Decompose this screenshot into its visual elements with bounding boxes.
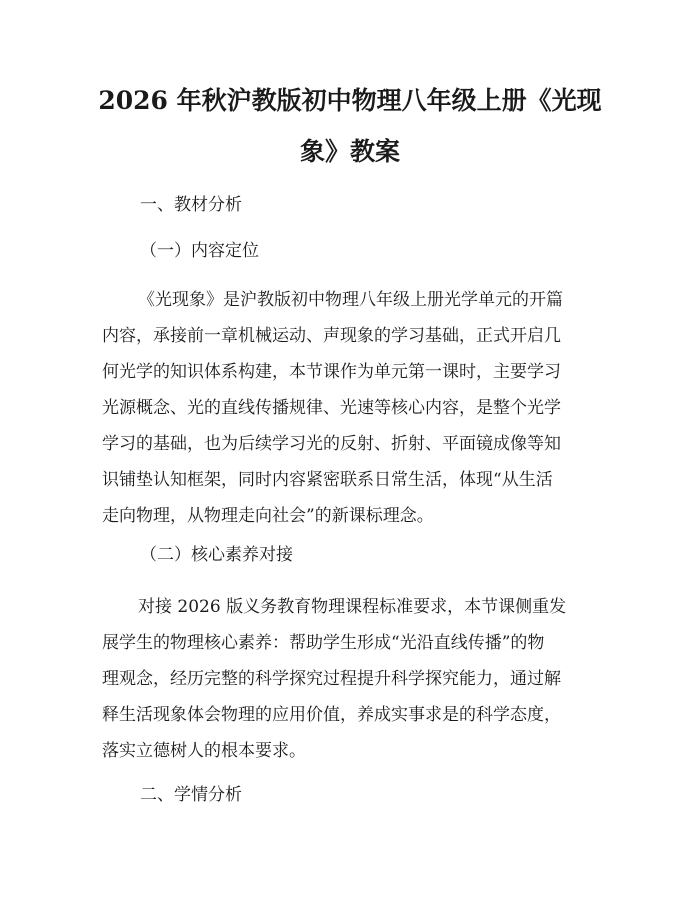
document-title [95,75,605,177]
paragraph-line: 理观念，经历完整的科学探究过程提升科学探究能力，通过解 [102,669,561,689]
subsection-heading-core-literacy: （二）核心素养对接 [140,545,293,565]
paragraph-line: 落实立德树人的根本要求。 [102,741,306,761]
paragraph-line: 展学生的物理核心素养：帮助学生形成“光沿直线传播”的物 [102,633,545,653]
paragraph-line: 对接 2026 版义务教育物理课程标准要求，本节课侧重发 [138,597,567,617]
title-line-2: 象》教案 [299,137,400,166]
paragraph-line: 识铺垫认知框架，同时内容紧密联系日常生活，体现“从生活 [102,470,553,490]
title-line-1: 2026 年秋沪教版初中物理八年级上册《光现 [98,86,602,115]
section-heading-textbook-analysis: 一、教材分析 [140,195,242,215]
paragraph-line: 释生活现象体会物理的应用价值，养成实事求是的科学态度， [102,705,561,725]
paragraph-line: 内容，承接前一章机械运动、声现象的学习基础，正式开启几 [102,326,561,346]
paragraph-line: 《光现象》是沪教版初中物理八年级上册光学单元的开篇 [138,290,563,310]
paragraph-line: 光源概念、光的直线传播规律、光速等核心内容，是整个光学 [102,398,561,418]
paragraph-line: 走向物理，从物理走向社会”的新课标理念。 [102,506,434,526]
section-heading-learner-analysis: 二、学情分析 [140,785,242,805]
paragraph-core-literacy [102,589,598,769]
paragraph-line: 何光学的知识体系构建，本节课作为单元第一课时，主要学习 [102,362,561,382]
paragraph-line: 学习的基础，也为后续学习光的反射、折射、平面镜成像等知 [102,434,561,454]
subsection-heading-content-positioning: （一）内容定位 [140,241,259,261]
paragraph-content-positioning [102,282,598,534]
